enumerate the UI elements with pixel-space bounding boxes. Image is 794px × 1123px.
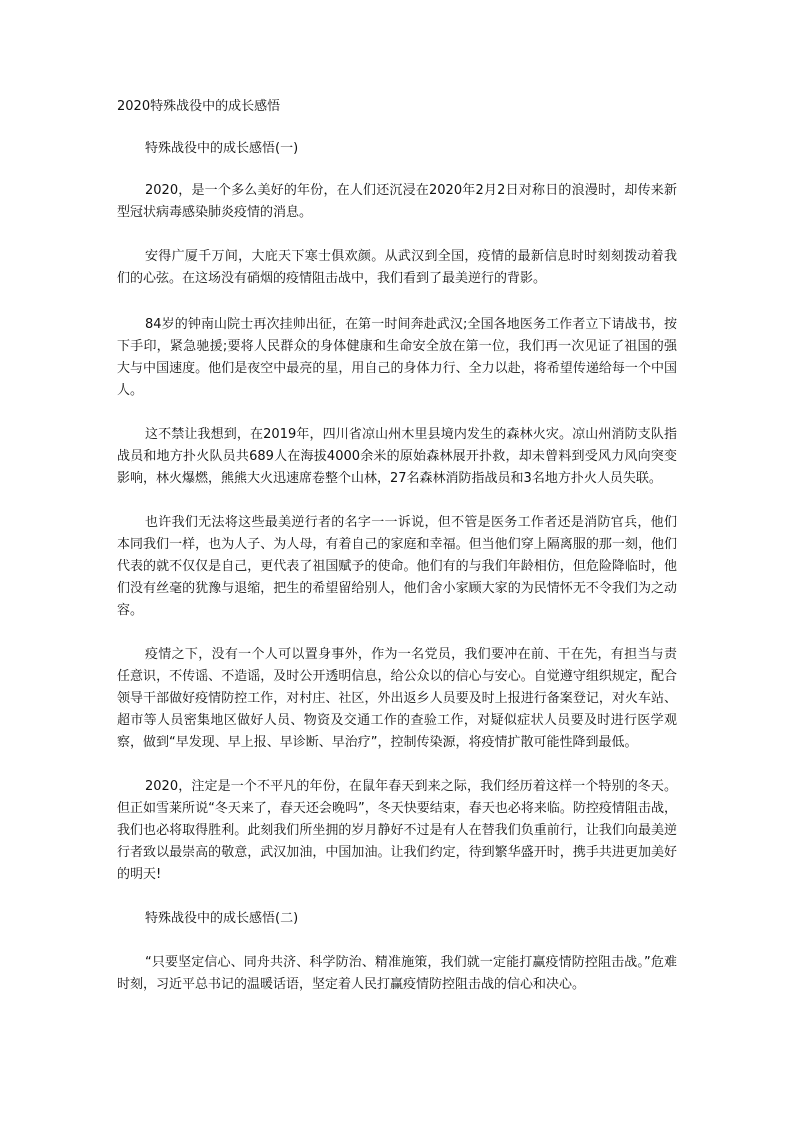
paragraph: 2020，是一个多么美好的年份，在人们还沉浸在2020年2月2日对称日的浪漫时，却传来新型冠状病毒感染肺炎疫情的消息。 bbox=[117, 183, 677, 220]
paragraph: 疫情之下，没有一个人可以置身事外，作为一名党员，我们要冲在前、干在先，有担当与责任意识，不传谣、不造谣，及时公开透明信息，给公众以的信心与安心。自觉遵守组织规定，配合领导干部做好疫情防控工作，对村庄、社区，外出返乡人员要及时上报进行备案登记，对火车站、超市等人员密集地区做好人员、物资及交通工作的查验工作，对疑似症状人员要及时进行医学观察，做到“早发现、早上报、早诊断、早治疗”，控制传染源，将疫情扩散可能性降到最低。 bbox=[117, 647, 677, 750]
section-heading: 特殊战役中的成长感悟(一) bbox=[145, 141, 299, 156]
paragraph: 2020，注定是一个不平凡的年份，在鼠年春天到来之际，我们经历着这样一个特别的冬天。但正如雪莱所说“冬天来了，春天还会晚吗”，冬天快要结束，春天也必将来临。防控疫情阻击战，我们也必将取得胜利。此刻我们所坐拥的岁月静好不过是有人在替我们负重前行，让我们向最美逆行者致以最崇高的敬意，武汉加油，中国加油。让我们约定，待到繁华盛开时，携手共进更加美好的明天! bbox=[117, 779, 677, 882]
paragraph: “只要坚定信心、同舟共济、科学防治、精准施策，我们就一定能打赢疫情防控阻击战。”危难时刻，习近平总书记的温暖话语，坚定着人民打赢疫情防控阻击战的信心和决心。 bbox=[117, 955, 677, 992]
document-page bbox=[117, 96, 677, 996]
document-title: 2020特殊战役中的成长感悟 bbox=[117, 99, 281, 114]
paragraph: 这不禁让我想到，在2019年，四川省凉山州木里县境内发生的森林火灾。凉山州消防支队指战员和地方扑火队员共689人在海拔4000余米的原始森林展开扑救，却未曾料到受风力风向突变影响，林火爆燃，熊熊大火迅速席卷整个山林，27名森林消防指战员和3名地方扑火人员失联。 bbox=[117, 427, 677, 486]
section-one bbox=[117, 138, 677, 886]
section-two bbox=[117, 908, 677, 996]
paragraph: 84岁的钟南山院士再次挂帅出征，在第一时间奔赴武汉;全国各地医务工作者立下请战书，按下手印，紧急驰援;要将人民群众的身体健康和生命安全放在第一位，我们再一次见证了祖国的强大与中国速度。他们是夜空中最亮的星，用自己的身体力行、全力以赴，将希望传递给每一个中国人。 bbox=[117, 317, 677, 398]
paragraph: 安得广厦千万间，大庇天下寒士俱欢颜。从武汉到全国，疫情的最新信息时时刻刻拨动着我们的心弦。在这场没有硝烟的疫情阻击战中，我们看到了最美逆行的背影。 bbox=[117, 249, 677, 286]
paragraph: 也许我们无法将这些最美逆行者的名字一一诉说，但不管是医务工作者还是消防官兵，他们本同我们一样，也为人子、为人母，有着自己的家庭和幸福。但当他们穿上隔离服的那一刻，他们代表的就不仅仅是自己，更代表了祖国赋予的使命。他们有的与我们年龄相仿，但危险降临时，他们没有丝毫的犹豫与退缩，把生的希望留给别人，他们舍小家顾大家的为民情怀无不令我们为之动容。 bbox=[117, 515, 677, 618]
section-heading: 特殊战役中的成长感悟(二) bbox=[145, 911, 299, 926]
